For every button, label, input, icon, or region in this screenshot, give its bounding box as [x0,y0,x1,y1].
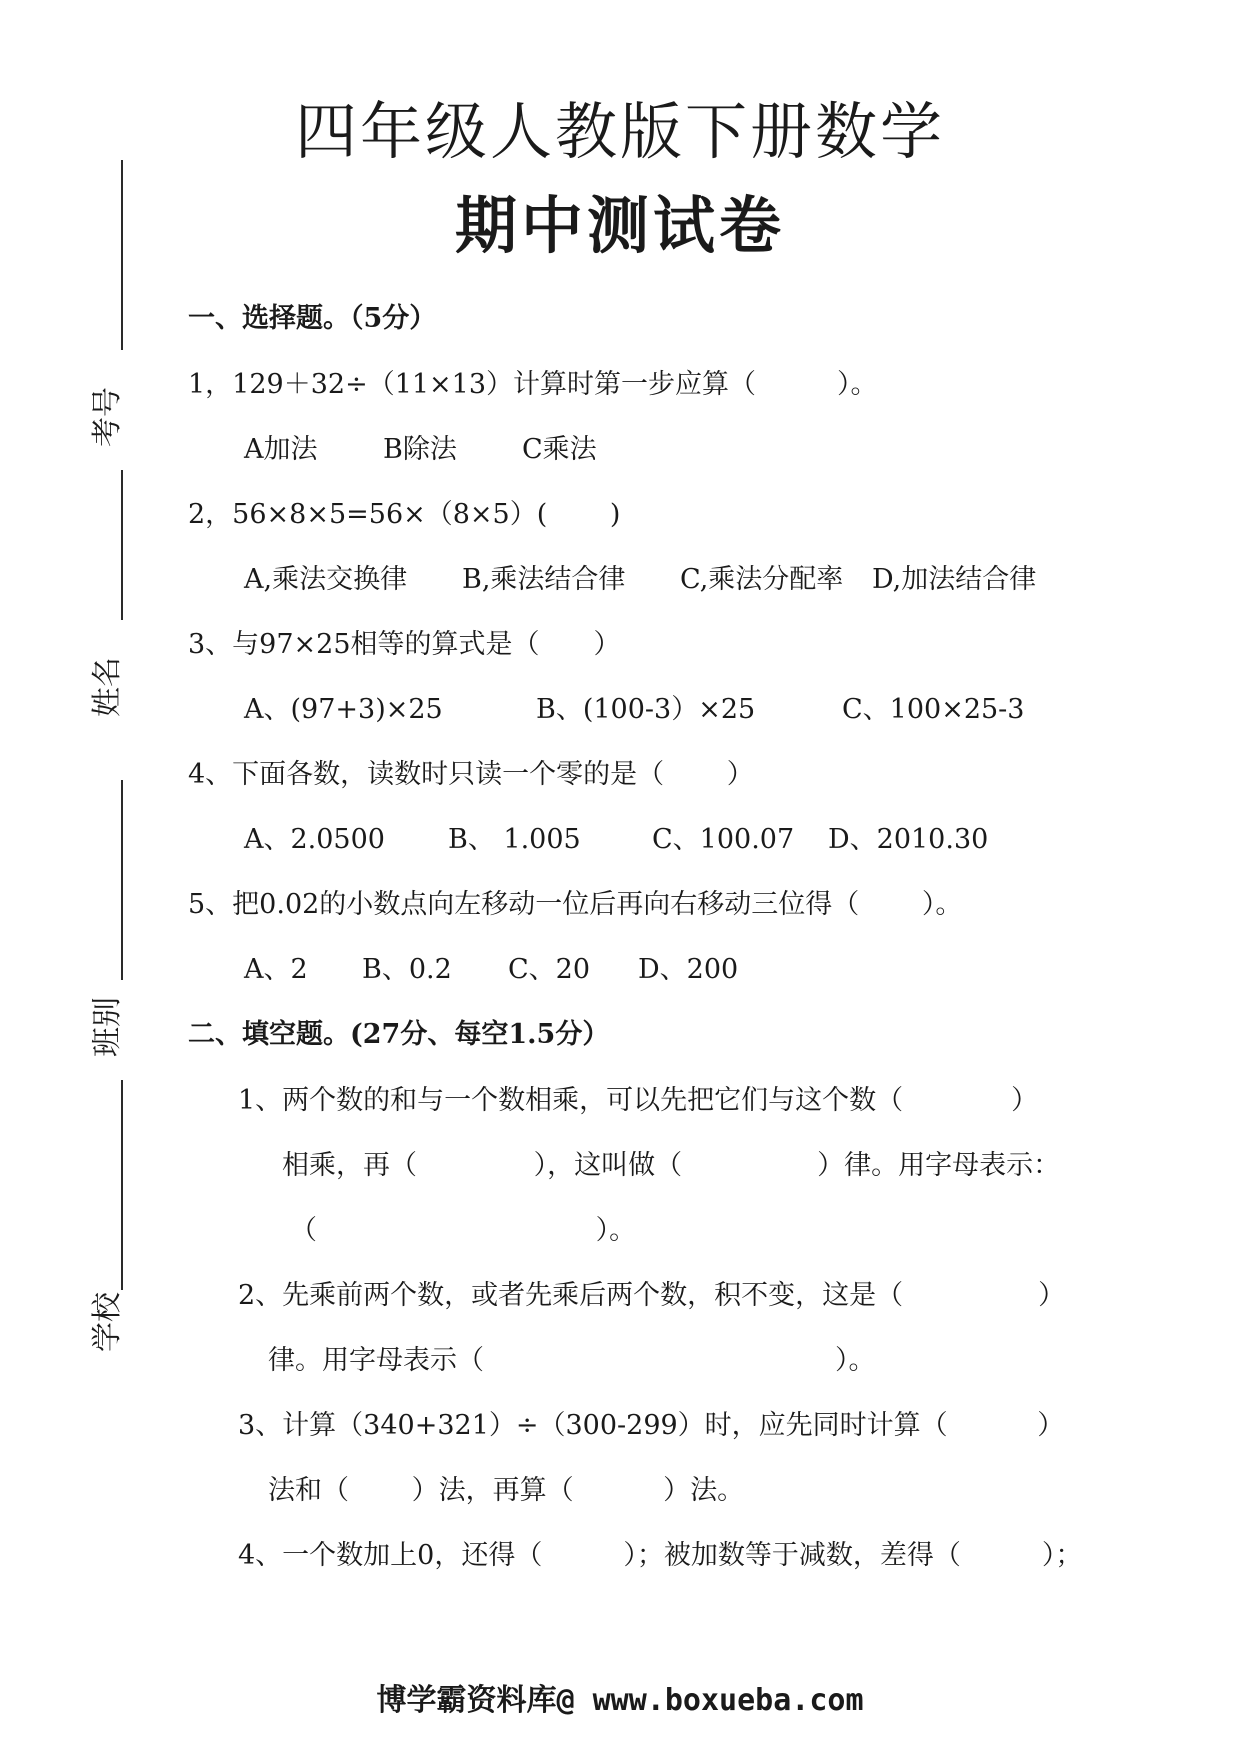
q1-2-option-c: C,乘法分配率 [680,564,844,595]
question-2-2-line1: 2、先乘前两个数，或者先乘后两个数，积不变，这是（ ） [238,1280,1066,1311]
question-2-3-line2: 法和（ ）法，再算（ ）法。 [268,1475,745,1506]
side-line-2 [121,470,123,620]
q1-1-option-a: A加法 [244,434,318,465]
side-line-3 [121,780,123,980]
question-2-1-line3: （ ）。 [290,1215,637,1246]
q1-4-option-a: A、2.0500 [244,824,385,855]
question-2-4-line1: 4、一个数加上0，还得（ ）；被加数等于减数，差得（ ）； [238,1540,1083,1571]
question-2-3-line1: 3、计算（340+321）÷（300-299）时，应先同时计算（ ） [238,1410,1065,1441]
q1-2-option-a: A,乘法交换律 [244,564,408,595]
side-line-top [121,160,123,350]
q1-2-option-b: B,乘法结合律 [462,564,626,595]
q1-5-option-a: A、2 [244,954,308,985]
question-2-2-line2: 律。用字母表示（ ）。 [268,1345,876,1376]
section2-heading: 二、填空题。(27分、每空1.5分） [188,1019,610,1050]
question-1-4: 4、下面各数，读数时只读一个零的是（ ） [188,759,754,790]
question-1-2: 2，56×8×5=56×（8×5）( ) [188,499,621,530]
side-label-name: 姓名 [90,657,125,717]
question-2-1-line2: 相乘，再（ ），这叫做（ ）律。用字母表示： [282,1150,1061,1181]
q1-5-option-b: B、0.2 [362,954,452,985]
side-label-class: 班别 [90,997,125,1057]
q1-5-option-d: D、200 [638,954,739,985]
page-title: 四年级人教版下册数学 [294,95,945,168]
q1-4-option-b: B、 1.005 [448,824,581,855]
q1-1-option-c: C乘法 [522,434,597,465]
section1-heading: 一、选择题。（5分） [188,303,437,334]
side-label-exam-no: 考号 [90,387,125,447]
page-subtitle: 期中测试卷 [454,189,785,262]
side-line-4 [121,1080,123,1290]
q1-5-option-c: C、20 [508,954,591,985]
q1-3-option-c: C、100×25-3 [842,694,1025,725]
question-2-1-line1: 1、两个数的和与一个数相乘，可以先把它们与这个数（ ） [238,1085,1039,1116]
side-label-school: 学校 [90,1292,125,1352]
footer-watermark: 博学霸资料库@ www.boxueba.com [376,1683,864,1718]
q1-2-option-d: D,加法结合律 [872,564,1037,595]
q1-3-option-b: B、(100-3）×25 [536,694,756,725]
question-1-3: 3、与97×25相等的算式是（ ） [188,629,621,660]
q1-1-option-b: B除法 [383,434,457,465]
question-1-5: 5、把0.02的小数点向左移动一位后再向右移动三位得（ ）。 [188,889,963,920]
q1-4-option-d: D、2010.30 [828,824,989,855]
q1-4-option-c: C、100.07 [652,824,795,855]
question-1-1: 1，129＋32÷（11×13）计算时第一步应算（ ）。 [188,369,878,400]
q1-3-option-a: A、(97+3)×25 [244,694,443,725]
